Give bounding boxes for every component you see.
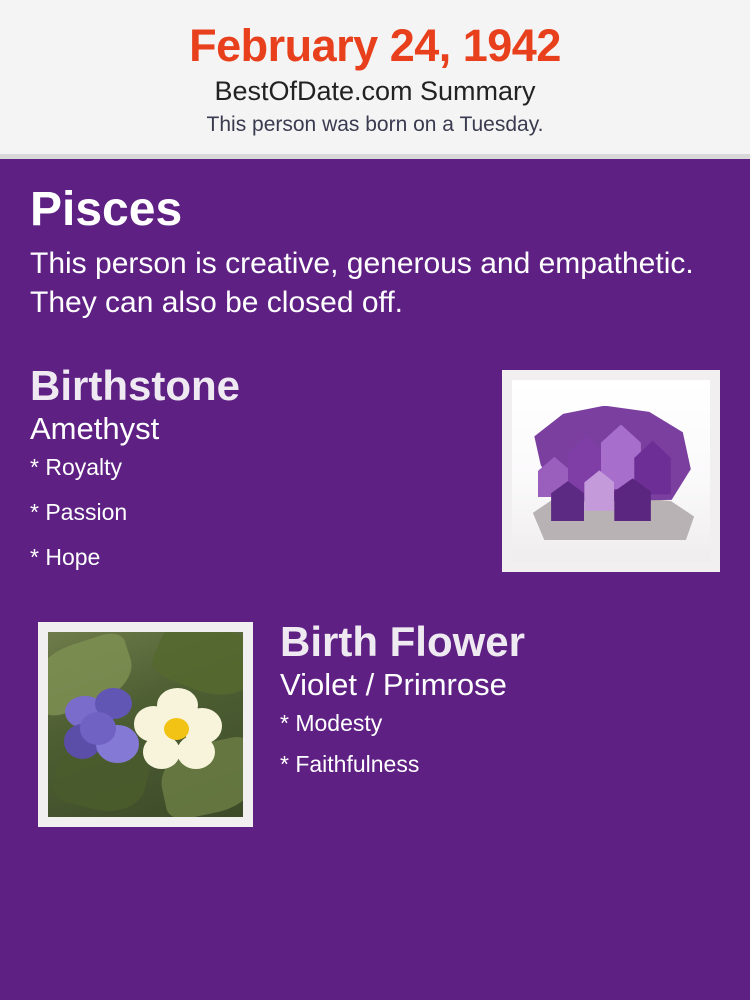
body-area bbox=[0, 159, 750, 1000]
amethyst-photo-inner bbox=[512, 380, 710, 562]
amethyst-icon bbox=[528, 406, 694, 541]
birth-flower-trait: * Modesty bbox=[280, 710, 383, 737]
primrose-flower-icon bbox=[134, 688, 224, 773]
born-day-note: This person was born on a Tuesday. bbox=[206, 112, 544, 136]
birthstone-trait: * Hope bbox=[30, 544, 101, 571]
birthstone-title: Birthstone bbox=[30, 362, 240, 410]
birthstone-text bbox=[30, 364, 460, 569]
zodiac-section bbox=[30, 185, 720, 322]
page-title: February 24, 1942 bbox=[189, 20, 561, 71]
birth-flower-text bbox=[280, 620, 720, 776]
birth-flower-image bbox=[38, 622, 253, 827]
birth-flower-section bbox=[30, 620, 720, 835]
birthstone-trait: * Passion bbox=[30, 499, 128, 526]
birth-flower-name: Violet / Primrose bbox=[280, 667, 507, 703]
birthstone-section bbox=[30, 364, 720, 594]
header bbox=[0, 0, 750, 159]
zodiac-description: This person is creative, generous and empathetic. They can also be closed off. bbox=[30, 247, 694, 319]
zodiac-sign-name: Pisces bbox=[30, 183, 183, 237]
birthstone-image bbox=[502, 370, 720, 572]
site-summary-label: BestOfDate.com Summary bbox=[214, 76, 536, 107]
birth-flower-trait: * Faithfulness bbox=[280, 751, 420, 778]
flower-photo-inner bbox=[48, 632, 243, 817]
birthstone-trait: * Royalty bbox=[30, 454, 123, 481]
birth-flower-title: Birth Flower bbox=[280, 618, 526, 666]
birthstone-name: Amethyst bbox=[30, 411, 160, 447]
